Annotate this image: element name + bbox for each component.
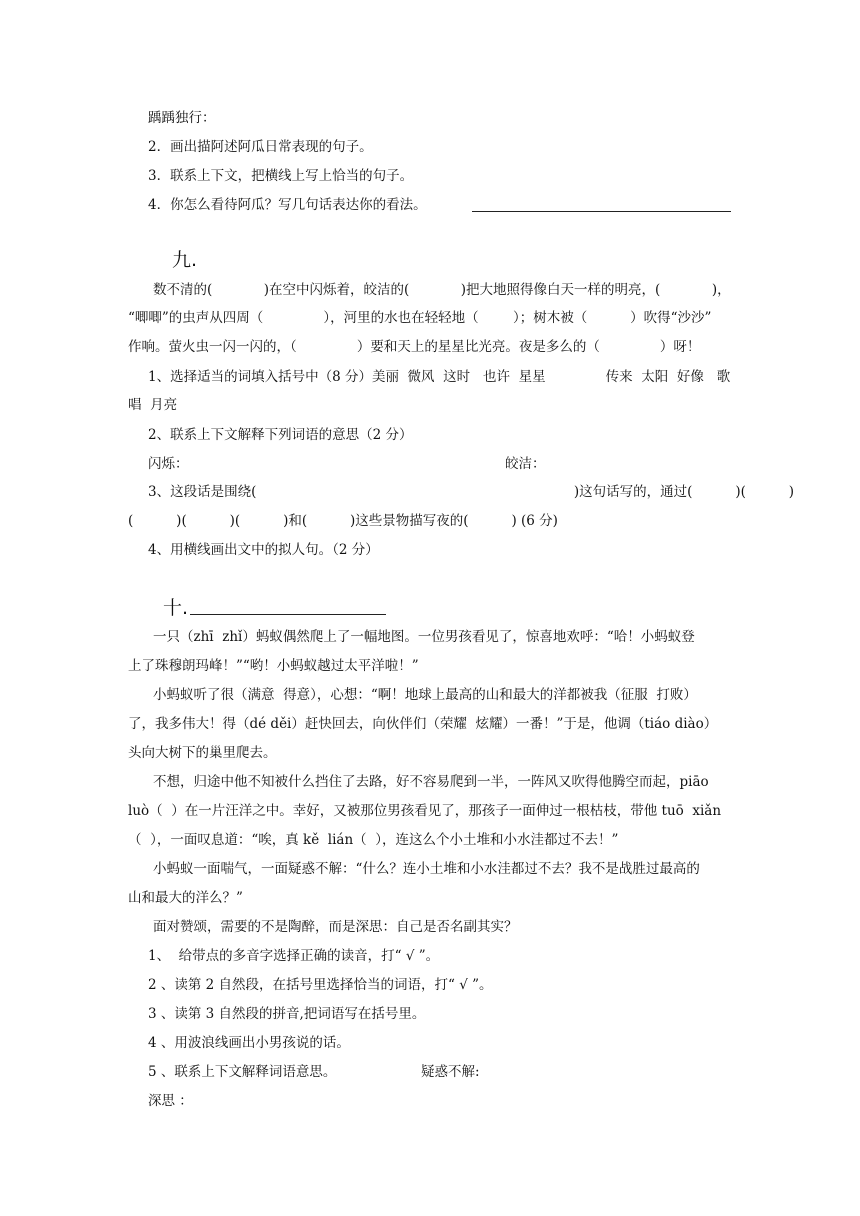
s10-question-4: 4 、用波浪线画出小男孩说的话。 xyxy=(148,1035,350,1051)
s9-paragraph-line-2: “唧唧”的虫声从四周（ ），河里的水也在轻轻地（ ）；树木被（ ）吹得“沙沙” xyxy=(128,310,712,326)
s10-question-5: 5 、联系上下文解释词语意思。 xyxy=(148,1064,337,1080)
s8-question-3: 3．联系上下文，把横线上写上恰当的句子。 xyxy=(148,168,414,184)
s10-paragraph-3-line-3: （ ），一面叹息道：“唉，真 kě lián（ ），连这么个小土堆和小水洼都过不去！” xyxy=(128,832,619,848)
s9-question-4: 4、用横线画出文中的拟人句。（2 分） xyxy=(148,542,379,558)
s10-paragraph-2-line-3: 头向大树下的巢里爬去。 xyxy=(128,745,277,761)
section-10-heading: 十. xyxy=(163,597,189,619)
s10-title-line xyxy=(190,614,386,615)
s10-paragraph-1-line-1: 一只（zhī zhǐ）蚂蚁偶然爬上了一幅地图。一位男孩看见了，惊喜地欢呼：“哈！小蚂蚁登 xyxy=(153,629,695,645)
s8-question-4: 4．你怎么看待阿瓜？写几句话表达你的看法。 xyxy=(148,197,427,213)
s10-question-1: 1、 给带点的多音字选择正确的读音，打“ √ ”。 xyxy=(148,948,440,964)
s10-paragraph-1-line-2: 上了珠穆朗玛峰！”“哟！小蚂蚁越过太平洋啦！” xyxy=(128,658,419,674)
s9-question-1-line-2: 唱 月亮 xyxy=(128,397,178,413)
s8-question-2: 2．画出描阿述阿瓜日常表现的句子。 xyxy=(148,139,373,155)
s9-question-3-line-1: 3、这段话是围绕( )这句话写的，通过( )( ) xyxy=(148,484,795,500)
s10-paragraph-3-line-1: 不想，归途中他不知被什么挡住了去路，好不容易爬到一半，一阵风又吹得他腾空而起，piāo xyxy=(153,774,709,790)
s9-question-3-line-2: ( )( )( )和( )这些景物描写夜的( ) (6 分) xyxy=(128,513,558,529)
s9-paragraph-line-1: 数不清的( )在空中闪烁着，皎洁的( )把大地照得像白天一样的明亮，( )， xyxy=(153,282,731,298)
s10-paragraph-4-line-2: 山和最大的洋么？” xyxy=(128,890,243,906)
s9-word-shanshuo: 闪烁： xyxy=(148,456,189,472)
s10-paragraph-2-line-1: 小蚂蚁听了很（满意 得意），心想：“啊！地球上最高的山和最大的洋都被我（征服 打败） xyxy=(153,687,697,703)
s8-line-1: 踽踽独行： xyxy=(148,110,216,126)
s8-answer-line xyxy=(472,211,731,212)
s10-paragraph-3-line-2: luò（ ）在一片汪洋之中。幸好，又被那位男孩看见了，那孩子一面伸过一根枯枝，带他 tuō xiǎn xyxy=(128,803,722,819)
s10-word-yihuo: 疑惑不解: xyxy=(421,1064,480,1080)
s10-question-3: 3 、读第 3 自然段的拼音,把词语写在括号里。 xyxy=(148,1006,426,1022)
s10-paragraph-4-line-1: 小蚂蚁一面喘气，一面疑惑不解：“什么？连小土堆和小水洼都过不去？我不是战胜过最高的 xyxy=(153,861,700,877)
s9-paragraph-line-3: 作响。萤火虫一闪一闪的，（ ）要和天上的星星比光亮。夜是多么的（ ）呀！ xyxy=(128,339,701,355)
s9-word-jiaojie: 皎洁： xyxy=(505,456,546,472)
s9-question-2: 2、联系上下文解释下列词语的意思（2 分） xyxy=(148,427,413,443)
s9-question-1-line-1: 1、选择适当的词填入括号中（8 分）美丽 微风 这时 也许 星星 传来 太阳 好像 歌 xyxy=(148,369,731,385)
section-9-heading: 九. xyxy=(172,249,198,271)
s10-paragraph-2-line-2: 了，我多伟大！得（dé děi）赶快回去，向伙伴们（荣耀 炫耀）一番！”于是，他调（tiáo diào） xyxy=(128,716,718,732)
s10-paragraph-5: 面对赞颂，需要的不是陶醉，而是深思：自己是否名副其实？ xyxy=(153,919,518,935)
s10-question-2: 2 、读第 2 自然段，在括号里选择恰当的词语，打“ √ ”。 xyxy=(148,977,493,993)
s10-word-shensi: 深思 ： xyxy=(148,1093,193,1109)
